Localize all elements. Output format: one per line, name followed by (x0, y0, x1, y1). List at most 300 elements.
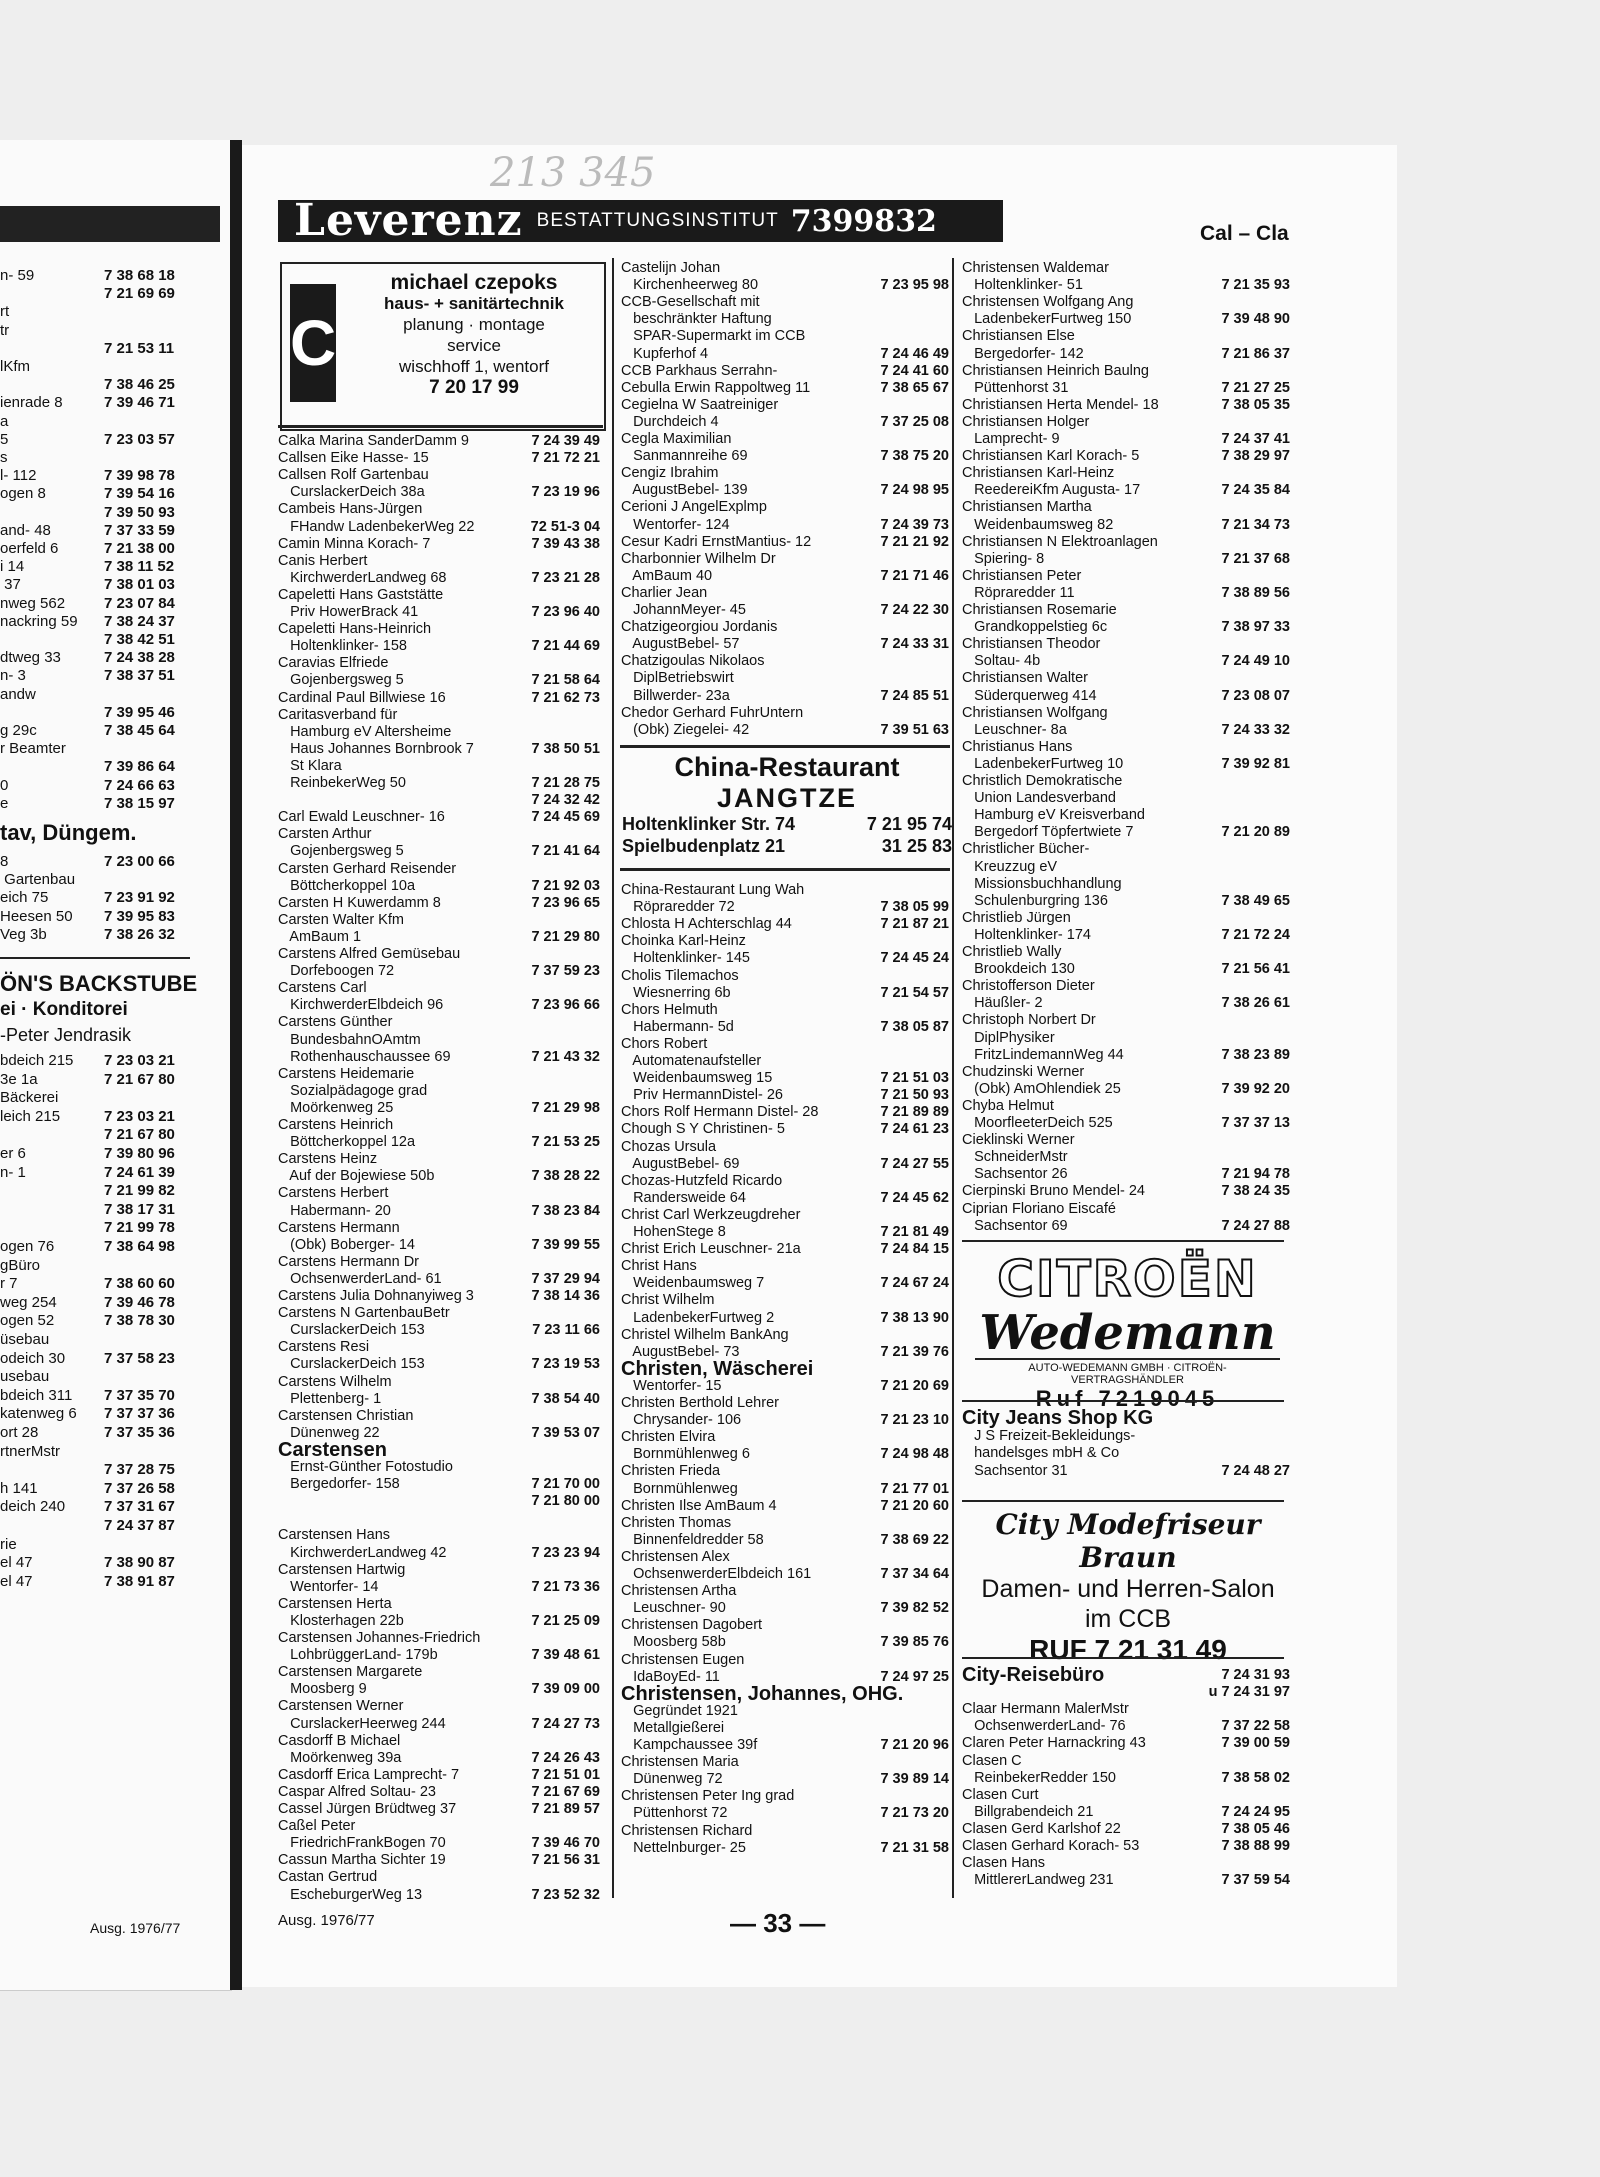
left-entry-name: rtnerMstr (0, 1442, 60, 1460)
listing-name: Holtenklinker- 158 (278, 638, 407, 655)
listing-name: Habermann- 5d (621, 1018, 734, 1035)
listing-name: Cholis Tilemachos (621, 967, 739, 984)
listing-name: Moörkenweg 25 (278, 1099, 394, 1116)
listing-name: Carl Ewald Leuschner- 16 (278, 809, 445, 826)
listing-phone: 7 21 56 41 (1221, 961, 1290, 978)
listing-name: Sanmannreihe 69 (621, 448, 748, 465)
listing-name: Rothenhauschaussee 69 (278, 1048, 451, 1065)
citroen-phone: Ruf 7219045 (1035, 1386, 1220, 1411)
listing-name: KirchwerderLandweg 42 (278, 1544, 447, 1561)
left-entry-phone: 7 37 26 58 (104, 1479, 175, 1497)
listing-phone: 7 21 23 10 (880, 1412, 949, 1429)
listing-name: Clasen Gerd Karlshof 22 (962, 1820, 1121, 1837)
listing-phone: 7 23 08 07 (1221, 687, 1290, 704)
left-entry-name: n- 3 (0, 667, 26, 685)
listing-name: Haus Johannes Bornbrook 7 (278, 740, 474, 757)
listing-phone: 7 24 67 24 (880, 1275, 949, 1292)
listing-phone: 7 24 32 42 (531, 792, 600, 809)
left-entry-name: a (0, 412, 9, 430)
listing-name: Sozialpädagoge grad (278, 1082, 428, 1099)
listing-name: Püttenhorst 31 (962, 379, 1069, 396)
listing-phone: 7 23 96 40 (531, 604, 600, 620)
listing-name: Chatzigoulas Nikolaos (621, 653, 765, 670)
listing-name: Cassel Jürgen Brüdtweg 37 (278, 1801, 457, 1817)
left-entry-phone: 7 21 99 78 (104, 1219, 175, 1237)
listing-phone: 7 21 58 64 (531, 672, 600, 689)
listing-name: CCB-Gesellschaft mit (621, 294, 760, 311)
divider (278, 425, 603, 428)
listing-name: Christensen Peter Ing grad (621, 1788, 795, 1805)
listing-phone: 7 38 24 35 (1221, 1183, 1290, 1200)
listing-name: Christensen Dagobert (621, 1617, 763, 1634)
listing-name: Leuschner- 90 (621, 1600, 726, 1617)
listing-name: KirchwerderElbdeich 96 (278, 997, 444, 1014)
listing-phone: 7 37 22 58 (1221, 1718, 1290, 1735)
listing-name: Röpraredder 11 (962, 584, 1075, 601)
left-entry-phone: 7 23 00 66 (104, 853, 175, 870)
listing-phone: 7 21 72 24 (1221, 926, 1290, 943)
left-entry-phone: 7 37 33 59 (104, 521, 175, 539)
listing-phone: 7 21 72 21 (531, 450, 600, 467)
listing-name: Carstens Resi (278, 1339, 370, 1356)
listing-name: Caßel Peter (278, 1818, 356, 1835)
left-entry-phone: 7 24 37 87 (104, 1517, 175, 1534)
left-section-subtitle: -Peter Jendrasik (0, 1025, 132, 1045)
listing-name: Ernst-Günther Fotostudio (278, 1459, 453, 1475)
salon-phone: RUF 7 21 31 49 (1029, 1634, 1227, 1665)
listing-name: Christiansen N Elektroanlagen (962, 533, 1158, 550)
listing-phone: 7 21 87 21 (880, 916, 949, 933)
listing-name: Weidenbaumsweg 82 (962, 516, 1114, 533)
listing-name: Carstensen Johannes-Friedrich (278, 1630, 481, 1646)
listing-phone: 7 38 05 99 (880, 899, 949, 916)
left-entry-phone: 7 38 46 25 (104, 376, 175, 394)
left-entry-name: g 29c (0, 722, 37, 739)
ad-line: wischhoff 1, wentorf (399, 357, 549, 376)
listing-phone: 7 21 28 75 (531, 775, 600, 791)
listing-name: Carstens Alfred Gemüsebau (278, 946, 461, 962)
listing-name: City-Reisebüro (962, 1664, 1105, 1686)
listing-name: Cengiz Ibrahim (621, 465, 719, 482)
left-entry-phone: 7 21 67 80 (104, 1126, 175, 1144)
salon-line: Damen- und Herren-Salon (981, 1575, 1275, 1603)
listing-name: Süderquerweg 414 (962, 687, 1097, 704)
listing-name: Schulenburgring 136 (962, 892, 1108, 909)
listing-name: Spiering- 8 (962, 550, 1045, 567)
listing-name: Lamprecht- 9 (962, 431, 1060, 447)
listing-phone: 7 21 21 92 (880, 533, 949, 550)
listing-name: Christiansen Wolfgang (962, 704, 1108, 721)
listing-name: Wentorfer- 124 (621, 516, 730, 533)
listing-name: Christen Thomas (621, 1514, 732, 1531)
banner-phone: 7399832 (790, 203, 937, 239)
listing-phone: 7 38 29 97 (1221, 448, 1290, 465)
listing-phone: 7 21 80 00 (531, 1493, 600, 1510)
left-entry-phone: 7 24 66 63 (104, 776, 175, 794)
listing-name: Carstens N GartenbauBetr (278, 1305, 450, 1322)
listing-name: Carsten H Kuwerdamm 8 (278, 894, 441, 911)
listing-phone: 7 39 43 38 (531, 535, 600, 552)
left-entry-name: 0 (0, 776, 9, 794)
left-entry-phone: 7 38 90 87 (104, 1554, 175, 1572)
listing-name: Chough S Y Christinen- 5 (621, 1121, 785, 1138)
listing-phone: 7 37 29 94 (531, 1270, 600, 1287)
listing-name: Chlosta H Achterschlag 44 (621, 916, 792, 933)
listing-name: Christen, Wäscherei (621, 1357, 814, 1380)
listing-phone: 7 21 67 69 (531, 1783, 600, 1800)
left-entry-name: ogen 76 (0, 1238, 55, 1255)
left-entry-name: tr (0, 321, 10, 339)
left-entry-phone: 7 39 95 46 (104, 703, 175, 721)
left-section-subtitle: ei · Konditorei (0, 999, 128, 1020)
listing-name: Castan Gertrud (278, 1869, 378, 1886)
listing-phone: 7 39 92 81 (1221, 755, 1290, 772)
listing-name: Gojenbergsweg 5 (278, 672, 404, 689)
listing-phone: 7 21 71 46 (880, 567, 949, 584)
citroen-logo: CITROËN (997, 1250, 1258, 1308)
listing-name: Christen Elvira (621, 1429, 716, 1446)
listing-phone: 7 21 39 76 (880, 1343, 949, 1360)
modefriseur-ad (958, 1508, 1298, 1666)
listing-phone: 7 24 27 55 (880, 1155, 949, 1172)
listing-name: Cassun Martha Sichter 19 (278, 1852, 446, 1869)
listing-phone: 7 23 96 66 (531, 997, 600, 1014)
listing-name: JohannMeyer- 45 (621, 602, 746, 618)
listing-name: handelsges mbH & Co (962, 1445, 1120, 1461)
listing-name: Choinka Karl-Heinz (621, 933, 746, 950)
listing-name: ReinbekerRedder 150 (962, 1769, 1116, 1786)
left-entry-name: Bäckerei (0, 1089, 59, 1107)
listing-phone: 7 37 25 08 (880, 413, 949, 430)
listing-name: Carstensen Hartwig (278, 1561, 406, 1578)
listing-name: Carsten Arthur (278, 826, 372, 843)
left-entry-phone: 7 21 53 11 (104, 339, 175, 357)
listing-name: Canis Herbert (278, 552, 368, 569)
book-gutter (230, 140, 242, 1990)
left-entry-phone: 7 23 91 92 (104, 889, 175, 907)
left-entry-name: katenweg 6 (0, 1405, 77, 1423)
listing-name: Carsten Walter Kfm (278, 911, 404, 928)
divider (620, 868, 950, 871)
listing-name: Missionsbuchhandlung (962, 875, 1122, 892)
left-entry-name: bdeich 215 (0, 1052, 74, 1069)
listing-phone: 7 37 59 54 (1221, 1872, 1290, 1889)
left-entry-name: lKfm (0, 358, 30, 375)
listing-name: Billgrabendeich 21 (962, 1803, 1094, 1820)
listing-name: Carstensen Margarete (278, 1664, 423, 1681)
ad-line: haus- + sanitärtechnik (384, 294, 564, 313)
listing-name: Christiansen Peter (962, 567, 1082, 584)
listing-name: Habermann- 20 (278, 1202, 391, 1219)
listing-name: Christ Hans (621, 1258, 697, 1275)
left-entry-phone: 7 23 07 84 (104, 594, 175, 612)
listing-phone: 7 38 49 65 (1221, 892, 1290, 909)
listing-phone: 7 37 34 64 (880, 1566, 949, 1582)
left-entry-name: nackring 59 (0, 612, 78, 630)
ad-line: planung · montage (403, 315, 545, 334)
listing-phone: 7 24 39 49 (531, 433, 600, 449)
listing-name: Casdorff B Michael (278, 1732, 401, 1749)
left-entry-name: n- 59 (0, 267, 35, 284)
listing-phone: 7 21 20 69 (880, 1377, 949, 1394)
listing-phone: 7 21 25 09 (531, 1612, 600, 1629)
listing-name: Holtenklinker- 51 (962, 277, 1083, 294)
listing-name: Camin Minna Korach- 7 (278, 535, 431, 552)
edition-footer: Ausg. 1976/77 (278, 1912, 375, 1929)
listing-name: Christiansen Theodor (962, 636, 1101, 653)
listing-phone: 7 24 45 62 (880, 1189, 949, 1206)
listing-name: Caravias Elfriede (278, 655, 389, 672)
divider (962, 1240, 1284, 1242)
left-entry-phone: 7 23 03 57 (104, 430, 175, 448)
left-entry-name: r Beamter (0, 740, 66, 758)
listing-name: Christiansen Walter (962, 670, 1088, 687)
listing-name: Chozas-Hutzfeld Ricardo (621, 1172, 783, 1189)
listing-name: Christensen Waldemar (962, 260, 1109, 276)
listing-name: Christensen Artha (621, 1583, 737, 1600)
listing-phone: 7 39 48 90 (1221, 311, 1290, 328)
china-name: JANGTZE (716, 783, 857, 813)
left-entry-phone: 7 39 95 83 (104, 907, 175, 925)
listing-name: Bergedorfer- 142 (962, 345, 1084, 362)
listing-name: Callsen Rolf Gartenbau (278, 467, 429, 484)
listing-phone: 7 24 84 15 (880, 1241, 949, 1258)
left-entry-phone: 7 21 67 80 (104, 1070, 175, 1088)
left-entry-phone: 7 38 42 51 (104, 631, 175, 648)
left-entry-name: bdeich 311 (0, 1386, 73, 1404)
listing-phone: 7 39 89 14 (880, 1771, 949, 1788)
listing-name: Clasen C (962, 1752, 1022, 1769)
left-entry-name: Veg 3b (0, 925, 47, 943)
listing-name: Gojenbergsweg 5 (278, 843, 404, 860)
listing-phone: 7 24 33 31 (880, 636, 949, 653)
listing-name: Christianus Hans (962, 738, 1073, 755)
listing-phone: 7 23 19 53 (531, 1356, 600, 1373)
listing-name: Durchdeich 4 (621, 413, 719, 430)
listing-name: Christ Erich Leuschner- 21a (621, 1241, 801, 1258)
left-entry-name: h 141 (0, 1479, 38, 1497)
listing-name: (Obk) Boberger- 14 (278, 1236, 415, 1253)
wedemann-logo: Wedemann (979, 1305, 1276, 1361)
listing-name: CCB Parkhaus Serrahn- (621, 362, 778, 379)
listing-phone: 7 23 11 66 (532, 1322, 600, 1339)
listing-name: Christen Frieda (621, 1463, 721, 1480)
listing-name: Randersweide 64 (621, 1189, 746, 1206)
page-number: — 33 — (730, 1908, 826, 1938)
listing-phone: 7 23 52 32 (531, 1886, 600, 1903)
left-entry-name: ort 28 (0, 1424, 39, 1441)
left-entry-name: ienrade 8 (0, 394, 63, 412)
czepoks-ad (280, 262, 606, 431)
listing-name: Kampchaussee 39f (621, 1737, 758, 1753)
left-entry-phone: 7 23 03 21 (104, 1107, 175, 1125)
listing-name: Clasen Curt (962, 1786, 1039, 1803)
listing-phone: 7 21 70 00 (531, 1476, 600, 1493)
listing-phone: 7 21 89 57 (531, 1801, 600, 1817)
listing-name: Wentorfer- 15 (621, 1377, 722, 1394)
listing-phone: 7 39 48 61 (531, 1647, 600, 1664)
left-entry-phone: 7 39 46 78 (104, 1293, 175, 1311)
listing-name: MoorfleeterDeich 525 (962, 1115, 1113, 1131)
listing-phone: 7 38 65 67 (880, 379, 949, 396)
left-entry-name: nweg 562 (0, 594, 66, 612)
listing-name: Carstensen Christian (278, 1407, 414, 1424)
listing-name: Chors Rolf Hermann Distel- 28 (621, 1104, 819, 1121)
left-entry-phone: 7 37 37 36 (104, 1405, 175, 1423)
listing-phone: 7 37 37 13 (1221, 1115, 1290, 1131)
listing-name: LadenbekerFurtweg 10 (962, 755, 1124, 772)
listing-name: Castelijn Johan (621, 260, 721, 276)
listing-name: Caspar Alfred Soltau- 23 (278, 1783, 436, 1800)
listing-name: BundesbahnOAmtm (278, 1031, 421, 1048)
listing-name: Holtenklinker- 145 (621, 950, 750, 967)
listing-name: Carstens Heinz (278, 1151, 378, 1168)
listing-phone: 7 21 86 37 (1221, 345, 1290, 362)
listing-name: Hamburg eV Altersheime (278, 723, 452, 740)
listing-phone: 7 24 45 24 (880, 950, 949, 967)
left-entry-name: leich 215 (0, 1107, 61, 1125)
listing-name: Caritasverband für (278, 706, 398, 723)
listing-phone: 7 24 85 51 (880, 687, 949, 704)
listing-name: LohbrüggerLand- 179b (278, 1647, 438, 1664)
listing-name: Sachsentor 31 (962, 1462, 1068, 1479)
left-entry-name: i 14 (0, 558, 25, 576)
listing-name: Holtenklinker- 174 (962, 926, 1091, 943)
listing-phone: 7 21 89 89 (880, 1104, 949, 1121)
listing-name: Chors Robert (621, 1035, 708, 1052)
listing-name: Carstensen Hans (278, 1527, 391, 1544)
listing-name: Sachsentor 69 (962, 1217, 1068, 1234)
left-entry-phone: 7 21 69 69 (104, 285, 175, 303)
listing-phone: 7 24 33 32 (1221, 721, 1290, 738)
listing-phone: 7 21 29 80 (531, 928, 600, 945)
listing-phone: 7 21 92 03 (531, 877, 600, 894)
listing-name: Cesur Kadri ErnstMantius- 12 (621, 533, 812, 550)
listing-name: AmBaum 40 (621, 567, 713, 584)
left-entry-phone: 7 38 78 30 (104, 1312, 175, 1330)
left-entry-phone: 7 39 54 16 (104, 485, 175, 503)
listing-name: Christensen Wolfgang Ang (962, 294, 1134, 311)
left-entry-name: rt (0, 303, 10, 321)
listing-phone: 7 21 53 25 (531, 1134, 600, 1151)
left-entry-name: ogen 52 (0, 1312, 55, 1330)
listing-name: Christensen Richard (621, 1822, 753, 1839)
listing-name: Brookdeich 130 (962, 961, 1075, 978)
listing-phone: 7 39 53 07 (531, 1424, 600, 1441)
listing-name: CurslackerHeerweg 244 (278, 1715, 446, 1732)
listing-name: Böttcherkoppel 12a (278, 1134, 416, 1151)
listing-name: IdaBoyEd- 11 (621, 1668, 720, 1685)
listing-phone: 7 24 48 27 (1221, 1462, 1290, 1479)
left-entry-name: 3e 1a (0, 1070, 38, 1088)
left-entry-phone: 7 38 01 03 (104, 576, 175, 594)
listing-name: Union Landesverband (962, 790, 1116, 807)
listing-name: Carstens Günther (278, 1014, 393, 1031)
listing-name: Gegründet 1921 (621, 1702, 738, 1719)
listing-phone: 7 38 13 90 (880, 1309, 949, 1326)
listing-name: FritzLindemannWeg 44 (962, 1046, 1124, 1063)
listing-name: ReinbekerWeg 50 (278, 775, 406, 791)
listing-name: Carsten Gerhard Reisender (278, 860, 457, 877)
left-section-title: tav, Düngem. (0, 820, 137, 845)
listing-name: CurslackerDeich 153 (278, 1322, 425, 1339)
listing-name: Christiansen Herta Mendel- 18 (962, 396, 1159, 413)
listing-name: Chatzigeorgiou Jordanis (621, 619, 778, 636)
listing-name: Automatenaufsteller (621, 1053, 762, 1069)
china-title: China-Restaurant (674, 752, 900, 782)
listing-name: Casdorff Erica Lamprecht- 7 (278, 1766, 460, 1783)
citroen-wedemann-ad (975, 1250, 1280, 1412)
listing-phone: 7 24 98 95 (880, 482, 949, 499)
left-entry-name: rie (0, 1535, 17, 1553)
listing-phone: 7 21 41 64 (531, 843, 600, 860)
listing-phone: 7 38 05 87 (880, 1018, 949, 1035)
listing-phone: 7 38 14 36 (531, 1288, 600, 1304)
listing-name: Chudzinski Werner (962, 1063, 1085, 1080)
listing-name: Kupferhof 4 (621, 345, 709, 362)
listing-name: Soltau- 4b (962, 653, 1041, 670)
listing-name: Cegielna W Saatreiniger (621, 396, 779, 413)
listing-name: Chedor Gerhard FuhrUntern (621, 704, 804, 721)
left-entry-phone: 7 38 15 97 (104, 794, 175, 812)
left-entry-name: l- 112 (0, 467, 37, 485)
left-entry-phone: 7 37 35 36 (104, 1424, 175, 1441)
left-entry-name: r 7 (0, 1275, 18, 1293)
listing-name: AugustBebel- 57 (621, 636, 740, 653)
listing-name: Bergedorfer- 158 (278, 1476, 400, 1493)
listing-phone: 7 39 09 00 (531, 1681, 600, 1698)
left-entry-phone: 7 24 38 28 (104, 649, 175, 667)
listing-name: Christen Ilse AmBaum 4 (621, 1497, 777, 1514)
left-entry-name: Heesen 50 (0, 907, 73, 925)
listing-phone: 7 39 85 76 (880, 1634, 949, 1651)
listing-phone: 7 38 69 22 (880, 1531, 949, 1548)
listing-name: Carstens Carl (278, 980, 367, 997)
listing-name: Christiansen Karl Korach- 5 (962, 448, 1140, 465)
listing-phone: 7 38 75 20 (880, 448, 949, 465)
listing-phone: 7 21 20 60 (880, 1497, 949, 1514)
left-entry-phone: 7 39 50 93 (104, 503, 175, 521)
listing-name: Böttcherkoppel 10a (278, 877, 416, 894)
listing-name: Carstens Hermann (278, 1219, 400, 1236)
listing-name: Christensen, Johannes, OHG. (621, 1682, 904, 1705)
listing-name: Cebulla Erwin Rappoltweg 11 (621, 379, 811, 396)
listing-name: Christ Wilhelm (621, 1292, 715, 1309)
listing-name: Püttenhorst 72 (621, 1805, 728, 1822)
left-entry-phone: 7 38 91 87 (104, 1572, 175, 1590)
banner-brand: Leverenz (294, 195, 523, 246)
listing-name: Chrysander- 106 (621, 1412, 742, 1429)
listing-name: Christlieb Jürgen (962, 909, 1071, 926)
listing-name: Carstens Heinrich (278, 1117, 394, 1133)
left-entry-name: e (0, 794, 9, 812)
listing-phone: 7 39 82 52 (880, 1600, 949, 1617)
left-divider (0, 957, 190, 959)
listing-name: Carstens Herbert (278, 1185, 389, 1202)
listing-name: Capeletti Hans Gaststätte (278, 586, 444, 603)
listing-name: Christensen Maria (621, 1754, 739, 1771)
listing-phone: 7 39 00 59 (1221, 1735, 1290, 1752)
listing-phone: 7 24 45 69 (531, 809, 600, 826)
listing-name: Christiansen Holger (962, 413, 1090, 430)
listing-name: Wiesnerring 6b (621, 984, 731, 1001)
ad-phone: 7 20 17 99 (429, 377, 519, 398)
listing-phone: 7 38 05 35 (1221, 396, 1290, 413)
listing-name: Auf der Bojewiese 50b (278, 1168, 435, 1185)
listing-phone: 7 24 49 10 (1221, 653, 1290, 670)
listing-name: Christel Wilhelm BankAng (621, 1326, 789, 1343)
listing-name: OchsenwerderElbdeich 161 (621, 1566, 812, 1582)
